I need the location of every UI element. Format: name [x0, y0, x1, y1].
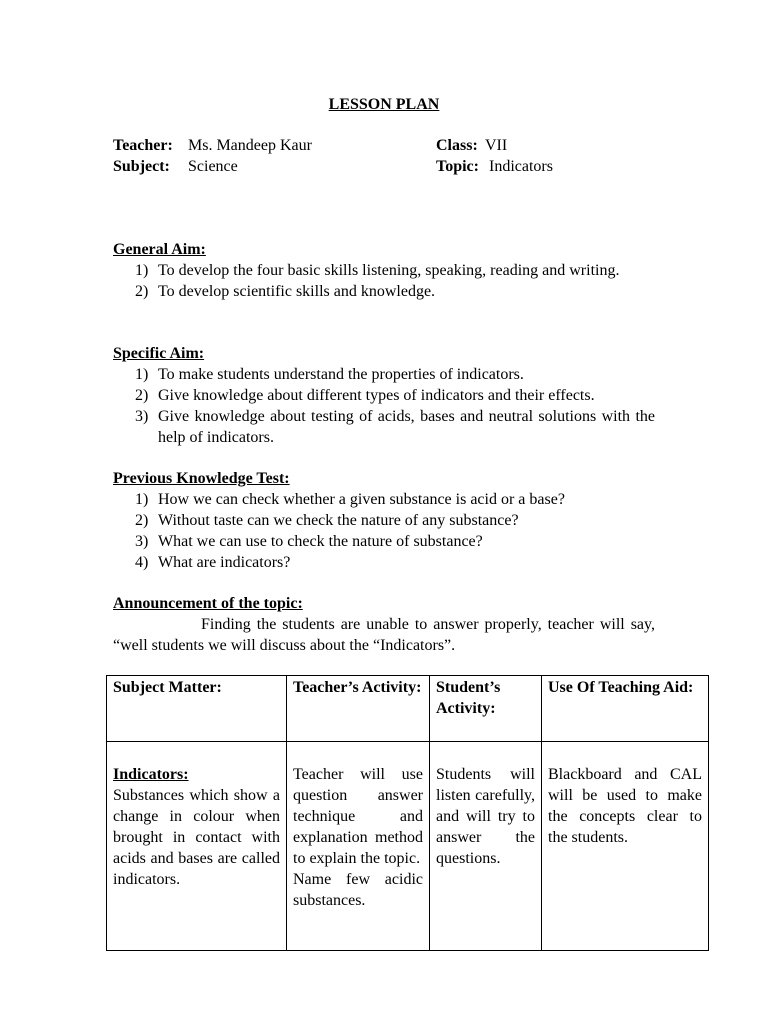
table-header-row [107, 676, 709, 742]
cell-teaching-aid [542, 742, 709, 951]
list-item-text: How we can check whether a given substance is acid or a base? [158, 491, 565, 508]
teacher-text-2: Name few acidic substances. [293, 871, 423, 909]
lesson-plan-table [106, 675, 709, 951]
list-item-number: 2) [135, 512, 149, 529]
header-teaching-aid: Use Of Teaching Aid: [542, 676, 709, 742]
header-student-activity: Student’s Activity: [430, 676, 542, 742]
list-item-number: 1) [135, 262, 149, 279]
list-item [113, 510, 655, 531]
announcement-text: Finding the students are unable to answer properly, teacher will say, “well students we will discuss about the “Indicators”. [113, 616, 655, 654]
cell-teacher-activity [287, 742, 430, 951]
general-aim-list [113, 260, 655, 302]
list-item-text: To develop the four basic skills listening, speaking, reading and writing. [158, 262, 620, 279]
document-title: LESSON PLAN [328, 96, 440, 113]
list-item-text: To develop scientific skills and knowledge. [158, 283, 436, 300]
cell-subject-matter [107, 742, 287, 951]
teacher-value: Ms. Mandeep Kaur [188, 137, 312, 154]
previous-knowledge-heading: Previous Knowledge Test: [113, 470, 290, 487]
list-item-number: 2) [135, 387, 149, 404]
list-item-text: Give knowledge about testing of acids, bases and neutral solutions with the help of indicators. [158, 408, 655, 446]
list-item-number: 3) [135, 408, 149, 425]
table-row [107, 742, 709, 951]
general-aim-heading: General Aim: [113, 241, 206, 258]
subject-label: Subject: [113, 158, 170, 175]
subject-text: Substances which show a change in colour when brought in contact with acids and bases are called indicators. [113, 787, 280, 888]
class-label: Class: [436, 137, 478, 154]
list-item-text: What we can use to check the nature of substance? [158, 533, 483, 550]
teacher-label: Teacher: [113, 137, 173, 154]
student-text: Students will listen carefully, and will try to answer the questions. [436, 766, 535, 867]
subject-heading: Indicators: [113, 766, 189, 783]
topic-label: Topic: [436, 158, 479, 175]
class-value: VII [485, 137, 508, 154]
list-item [113, 406, 655, 448]
list-item-number: 1) [135, 366, 149, 383]
list-item [113, 531, 655, 552]
list-item-text: What are indicators? [158, 554, 291, 571]
meta-row-subject [113, 156, 673, 177]
header-teacher-activity: Teacher’s Activity: [287, 676, 430, 742]
list-item-number: 4) [135, 554, 149, 571]
teacher-text-1: Teacher will use question answer technique and explanation method to explain the topic. [293, 766, 423, 867]
announcement-heading: Announcement of the topic: [113, 595, 303, 612]
list-item [113, 364, 655, 385]
list-item-text: Without taste can we check the nature of any substance? [158, 512, 519, 529]
announcement-paragraph [113, 614, 655, 656]
header-subject-matter: Subject Matter: [107, 676, 287, 742]
list-item [113, 385, 655, 406]
specific-aim-heading: Specific Aim: [113, 345, 205, 362]
list-item [113, 489, 655, 510]
meta-row-teacher [113, 135, 673, 156]
list-item [113, 260, 655, 281]
specific-aim-list [113, 364, 655, 448]
list-item-text: Give knowledge about different types of indicators and their effects. [158, 387, 595, 404]
topic-value: Indicators [489, 158, 553, 175]
subject-value: Science [188, 158, 238, 175]
previous-knowledge-list [113, 489, 655, 573]
aid-text: Blackboard and CAL will be used to make the concepts clear to the students. [548, 766, 702, 846]
list-item [113, 552, 655, 573]
list-item-number: 2) [135, 283, 149, 300]
list-item-text: To make students understand the properties of indicators. [158, 366, 524, 383]
cell-student-activity [430, 742, 542, 951]
list-item-number: 1) [135, 491, 149, 508]
list-item [113, 281, 655, 302]
list-item-number: 3) [135, 533, 149, 550]
